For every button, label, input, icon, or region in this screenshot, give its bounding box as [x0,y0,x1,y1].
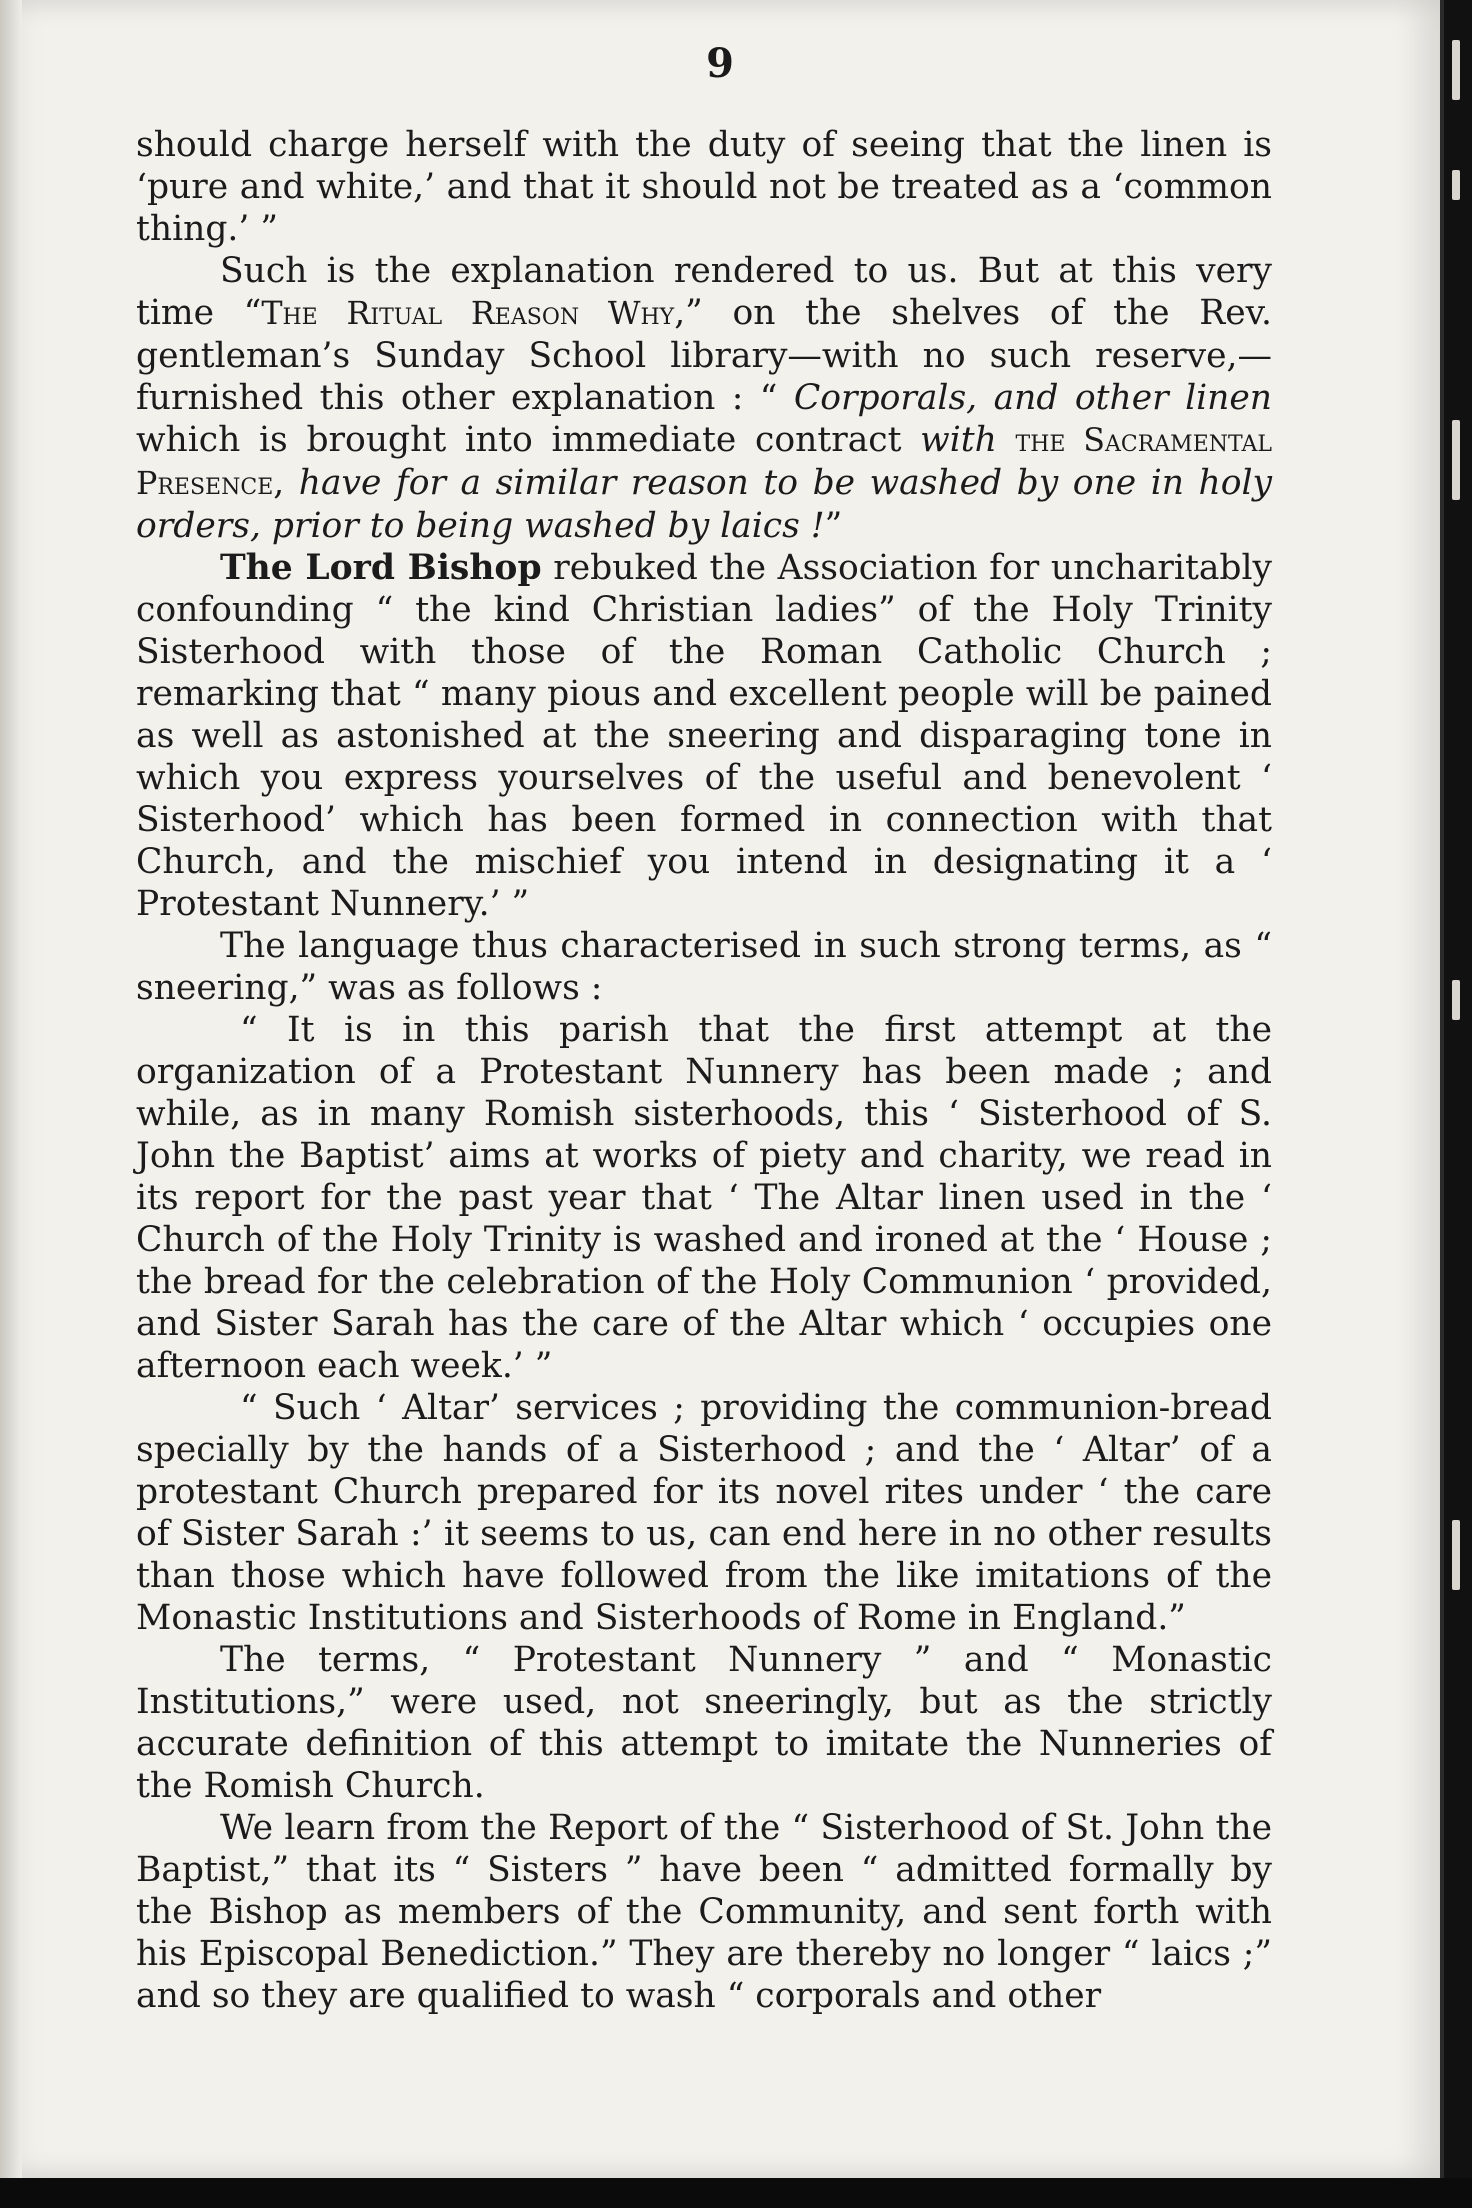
text-run: Corporals, and other linen [793,378,1273,418]
scan-mark [1452,420,1460,500]
text-run: which is brought into immediate contract [136,420,921,460]
paragraph-quotation [136,1009,1272,1387]
paragraph-report [136,1807,1272,2017]
text-run: ,” on the shelves of the Rev. gentleman’s Sunday School library—with no such reserve,—furnished this other explanation : “ [136,293,1272,418]
scan-margin-bottom [0,2178,1472,2208]
scan-mark [1452,40,1460,100]
text-run: The language thus characterised in such strong terms, as “ sneering,” was as follows : [136,926,1272,1008]
text-run: the Sacramental Presence [136,423,1272,502]
text-run [997,420,1016,460]
scan-margin-right [1444,0,1472,2208]
page-binding-shadow [0,0,22,2178]
text-run: The Ritual Reason Why [261,296,675,332]
text-run: have for a similar reason to be washed by one in holy orders, prior to being washed by laics ! [136,463,1272,546]
scan-mark [1452,170,1460,200]
page-number: 9 [706,40,734,87]
text-run: The Lord Bishop [220,548,542,588]
text-run: should charge herself with the duty of seeing that the linen is ‘pure and white,’ and that it should not be treated as a ‘common thing.’ ” [136,125,1272,249]
paragraph-explanation [136,250,1272,547]
text-run: with [920,420,997,460]
text-run: “ It is in this parish that the first attempt at the organization of a Protestant Nunnery has been made ; and while, as in many Romish sisterhoods, this ‘ Sisterhood of S. John the Baptist’ aims at works of piety and charity, we read in its report for the past year that ‘ The Altar linen used in the ‘ Church of the Holy Trinity is washed and ironed at the ‘ House ; the bread for the celebration of the Holy Communion ‘ provided, and Sister Sarah has the care of the Altar which ‘ occupies one afternoon each week.’ ” [136,1010,1272,1386]
paragraph-continuation [136,124,1272,250]
text-run: The terms, “ Protestant Nunnery ” and “ Monastic Institutions,” were used, not sneeringly, but as the strictly accurate definition of this attempt to imitate the Nunneries of the Romish Church. [136,1640,1272,1806]
text-run: , [273,463,299,503]
paragraph-terms [136,1639,1272,1807]
paragraph-altar-services [136,1387,1272,1639]
scan-mark [1452,980,1460,1020]
paragraph-bishop-rebuke [136,547,1272,925]
paragraph-language [136,925,1272,1009]
body-text [136,124,1272,2017]
text-run: We learn from the Report of the “ Sisterhood of St. John the Baptist,” that its “ Sisters ” have been “ admitted formally by the Bishop as members of the Community, and sent forth with his Episcopal Benediction.” They are thereby no longer “ laics ;” and so they are qualified to wash “ corporals and other [136,1808,1272,2016]
text-run: Such is the explanation rendered to us. But at this very time “ [136,251,1272,333]
text-run: ” [824,506,843,546]
text-run: “ Such ‘ Altar’ services ; providing the communion-bread specially by the hands of a Sisterhood ; and the ‘ Altar’ of a protestant Church prepared for its novel rites under ‘ the care of Sister Sarah :’ it seems to us, can end here in no other results than those which have followed from the like imitations of the Monastic Institutions and Sisterhoods of Rome in England.” [136,1388,1272,1638]
text-run: rebuked the Association for uncharitably confounding “ the kind Christian ladies” of the Holy Trinity Sisterhood with those of the Roman Catholic Church ; remarking that “ many pious and excellent people will be pained as well as astonished at the sneering and disparaging tone in which you express yourselves of the useful and benevolent ‘ Sisterhood’ which has been formed in connection with that Church, and the mischief you intend in designating it a ‘ Protestant Nunnery.’ ” [136,548,1273,924]
scan-mark [1452,1520,1460,1590]
